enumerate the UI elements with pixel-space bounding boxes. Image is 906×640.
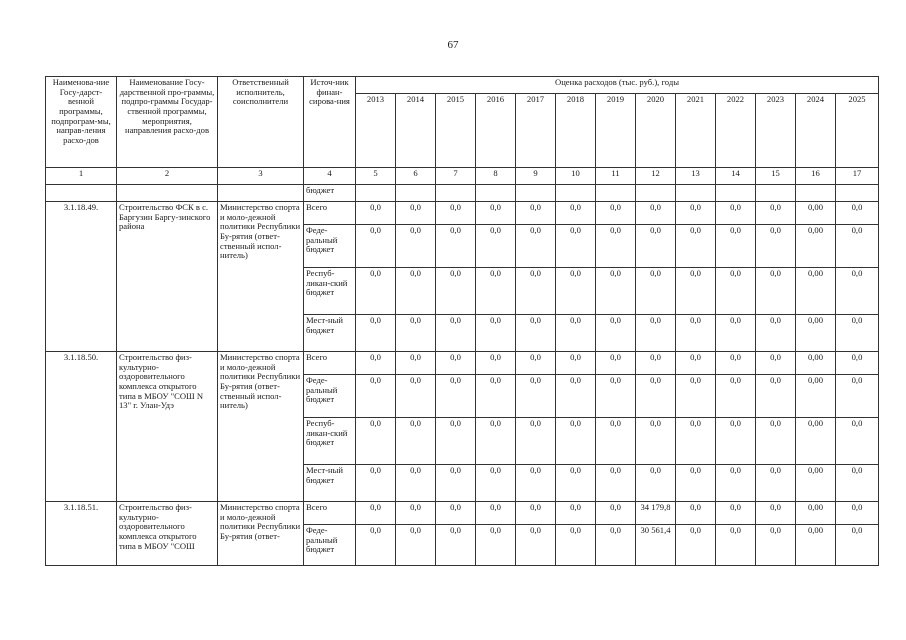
continued-value	[436, 185, 476, 202]
year-value: 0,0	[756, 418, 796, 465]
year-value: 0,0	[436, 465, 476, 502]
measure-executor: Министерство спорта и моло-дежной политики Республики Бу-рятия (ответ-	[218, 502, 304, 566]
year-value: 0,0	[436, 525, 476, 566]
index-row	[46, 168, 879, 185]
year-value: 0,00	[796, 375, 836, 418]
year-value: 0,0	[596, 352, 636, 375]
continued-value	[556, 185, 596, 202]
year-value: 0,0	[396, 315, 436, 352]
table-row	[46, 502, 879, 525]
year-value: 0,0	[396, 268, 436, 315]
year-value: 0,0	[836, 525, 879, 566]
column-index: 10	[556, 168, 596, 185]
year-value: 0,0	[436, 268, 476, 315]
year-value: 0,0	[836, 418, 879, 465]
year-value: 0,0	[716, 315, 756, 352]
year-value: 0,0	[556, 465, 596, 502]
continued-source: бюджет	[304, 185, 356, 202]
continued-value	[796, 185, 836, 202]
year-value: 0,0	[516, 315, 556, 352]
table-body	[46, 77, 879, 566]
header-year: 2025	[836, 94, 879, 168]
funding-source: Феде-ральный бюджет	[304, 375, 356, 418]
year-value: 0,0	[516, 525, 556, 566]
year-value: 0,0	[716, 202, 756, 225]
year-value: 0,0	[436, 502, 476, 525]
year-value: 0,0	[676, 418, 716, 465]
year-value: 0,0	[596, 315, 636, 352]
year-value: 0,0	[596, 225, 636, 268]
year-value: 0,0	[756, 375, 796, 418]
year-value: 0,0	[636, 268, 676, 315]
year-value: 0,0	[756, 502, 796, 525]
year-value: 0,0	[476, 315, 516, 352]
header-measure-name: Наименование Госу-дарственной про-граммы, подпро-граммы Государ-ственной программы, мероприятия, направления расхо-дов	[117, 77, 218, 168]
year-value: 0,0	[396, 465, 436, 502]
year-value: 0,0	[636, 315, 676, 352]
year-value: 0,0	[436, 315, 476, 352]
measure-code: 3.1.18.49.	[46, 202, 117, 352]
year-value: 0,00	[796, 202, 836, 225]
year-value: 0,0	[636, 375, 676, 418]
year-value: 0,0	[436, 352, 476, 375]
year-value: 0,0	[676, 268, 716, 315]
year-value: 0,0	[676, 352, 716, 375]
year-value: 0,00	[796, 502, 836, 525]
measure-name: Строительство физ-культурно-оздоровительного комплекса открытого типа в МБОУ "СОШ	[117, 502, 218, 566]
measure-code: 3.1.18.51.	[46, 502, 117, 566]
year-value: 0,0	[516, 465, 556, 502]
measure-executor: Министерство спорта и моло-дежной политики Республики Бу-рятия (ответ-ственный испол-нитель)	[218, 202, 304, 352]
year-value: 0,00	[796, 225, 836, 268]
year-value: 0,0	[476, 502, 516, 525]
year-value: 0,00	[796, 525, 836, 566]
year-value: 0,0	[716, 225, 756, 268]
header-executor: Ответственный исполнитель, соисполнители	[218, 77, 304, 168]
year-value: 0,0	[476, 375, 516, 418]
year-value: 0,0	[516, 375, 556, 418]
year-value: 0,0	[836, 465, 879, 502]
continued-value	[516, 185, 556, 202]
year-value: 0,0	[836, 225, 879, 268]
header-year: 2020	[636, 94, 676, 168]
year-value: 0,0	[436, 225, 476, 268]
measure-code: 3.1.18.50.	[46, 352, 117, 502]
header-year: 2015	[436, 94, 476, 168]
year-value: 0,0	[636, 418, 676, 465]
year-value: 0,0	[516, 502, 556, 525]
year-value: 0,0	[836, 268, 879, 315]
year-value: 0,0	[716, 502, 756, 525]
year-value: 0,0	[356, 418, 396, 465]
header-cost-estimate: Оценка расходов (тыс. руб.), годы	[356, 77, 879, 94]
year-value: 0,0	[356, 315, 396, 352]
header-year: 2017	[516, 94, 556, 168]
year-value: 0,0	[356, 225, 396, 268]
year-value: 0,00	[796, 352, 836, 375]
header-funding-source: Источ-ник финан-сирова-ния	[304, 77, 356, 168]
year-value: 0,0	[356, 202, 396, 225]
year-value: 0,00	[796, 268, 836, 315]
column-index: 2	[117, 168, 218, 185]
column-index: 8	[476, 168, 516, 185]
year-value: 0,0	[596, 375, 636, 418]
year-value: 0,0	[556, 315, 596, 352]
header-year: 2024	[796, 94, 836, 168]
year-value: 0,0	[636, 465, 676, 502]
column-index: 5	[356, 168, 396, 185]
year-value: 0,0	[356, 502, 396, 525]
column-index: 11	[596, 168, 636, 185]
year-value: 0,0	[396, 525, 436, 566]
year-value: 0,0	[356, 465, 396, 502]
year-value: 0,0	[516, 268, 556, 315]
continued-value	[716, 185, 756, 202]
page-number: 67	[447, 39, 459, 51]
year-value: 0,0	[476, 268, 516, 315]
year-value: 0,0	[476, 465, 516, 502]
year-value: 0,0	[476, 418, 516, 465]
year-value: 0,0	[596, 268, 636, 315]
year-value: 0,0	[676, 525, 716, 566]
funding-source: Феде-ральный бюджет	[304, 525, 356, 566]
funding-source: Респуб-ликан-ский бюджет	[304, 418, 356, 465]
year-value: 0,0	[836, 202, 879, 225]
year-value: 0,0	[556, 502, 596, 525]
year-value: 0,0	[756, 315, 796, 352]
column-index: 13	[676, 168, 716, 185]
column-index: 1	[46, 168, 117, 185]
header-year: 2021	[676, 94, 716, 168]
year-value: 0,0	[716, 268, 756, 315]
continued-value	[836, 185, 879, 202]
year-value: 0,0	[556, 268, 596, 315]
year-value: 0,0	[396, 225, 436, 268]
column-index: 17	[836, 168, 879, 185]
continued-value	[636, 185, 676, 202]
year-value: 0,0	[596, 418, 636, 465]
year-value: 0,0	[756, 202, 796, 225]
continued-value	[756, 185, 796, 202]
year-value: 0,0	[556, 202, 596, 225]
year-value: 0,0	[716, 375, 756, 418]
year-value: 0,0	[436, 202, 476, 225]
column-index: 7	[436, 168, 476, 185]
year-value: 0,0	[636, 352, 676, 375]
year-value: 0,0	[476, 352, 516, 375]
header-year: 2016	[476, 94, 516, 168]
column-index: 12	[636, 168, 676, 185]
year-value: 0,0	[556, 525, 596, 566]
continued-executor	[218, 185, 304, 202]
year-value: 0,0	[516, 418, 556, 465]
column-index: 9	[516, 168, 556, 185]
header-year: 2019	[596, 94, 636, 168]
header-year: 2018	[556, 94, 596, 168]
continued-code	[46, 185, 117, 202]
year-value: 0,0	[436, 418, 476, 465]
funding-source: Всего	[304, 502, 356, 525]
column-index: 16	[796, 168, 836, 185]
header-year: 2023	[756, 94, 796, 168]
year-value: 0,0	[636, 202, 676, 225]
year-value: 0,0	[356, 375, 396, 418]
year-value: 0,0	[516, 202, 556, 225]
year-value: 0,0	[516, 225, 556, 268]
year-value: 34 179,8	[636, 502, 676, 525]
column-index: 15	[756, 168, 796, 185]
year-value: 0,0	[596, 202, 636, 225]
year-value: 0,0	[596, 502, 636, 525]
year-value: 0,0	[756, 225, 796, 268]
header-year: 2013	[356, 94, 396, 168]
measure-executor: Министерство спорта и моло-дежной политики Республики Бу-рятия (ответ-ственный испол-нитель)	[218, 352, 304, 502]
year-value: 0,0	[596, 465, 636, 502]
year-value: 0,0	[716, 465, 756, 502]
year-value: 0,0	[476, 202, 516, 225]
year-value: 30 561,4	[636, 525, 676, 566]
year-value: 0,0	[836, 502, 879, 525]
year-value: 0,0	[356, 525, 396, 566]
year-value: 0,0	[836, 315, 879, 352]
funding-source: Феде-ральный бюджет	[304, 225, 356, 268]
year-value: 0,0	[676, 225, 716, 268]
year-value: 0,0	[556, 418, 596, 465]
year-value: 0,0	[356, 352, 396, 375]
continued-value	[676, 185, 716, 202]
column-index: 4	[304, 168, 356, 185]
header-program-name: Наименова-ние Госу-дарст-венной программы, подпрограм-мы, направ-ления расхо-дов	[46, 77, 117, 168]
year-value: 0,0	[556, 375, 596, 418]
column-index: 3	[218, 168, 304, 185]
year-value: 0,0	[716, 352, 756, 375]
year-value: 0,00	[796, 418, 836, 465]
header-row	[46, 77, 879, 94]
year-value: 0,0	[716, 418, 756, 465]
continued-value	[356, 185, 396, 202]
funding-source: Всего	[304, 202, 356, 225]
year-value: 0,0	[756, 352, 796, 375]
year-value: 0,0	[396, 502, 436, 525]
measure-name: Строительство физ-культурно-оздоровительного комплекса открытого типа в МБОУ "СОШ N 13" г. Улан-Удэ	[117, 352, 218, 502]
year-value: 0,0	[436, 375, 476, 418]
continued-value	[396, 185, 436, 202]
year-value: 0,0	[676, 502, 716, 525]
year-value: 0,0	[556, 225, 596, 268]
continued-value	[476, 185, 516, 202]
year-value: 0,0	[676, 315, 716, 352]
measure-name: Строительство ФСК в с. Баргузин Баргу-зинского района	[117, 202, 218, 352]
year-value: 0,0	[836, 375, 879, 418]
year-value: 0,00	[796, 465, 836, 502]
year-value: 0,0	[476, 525, 516, 566]
funding-source: Мест-ный бюджет	[304, 465, 356, 502]
year-value: 0,00	[796, 315, 836, 352]
header-year: 2022	[716, 94, 756, 168]
column-index: 6	[396, 168, 436, 185]
year-value: 0,0	[756, 268, 796, 315]
year-value: 0,0	[756, 525, 796, 566]
continued-row	[46, 185, 879, 202]
year-value: 0,0	[636, 225, 676, 268]
funding-source: Всего	[304, 352, 356, 375]
year-value: 0,0	[356, 268, 396, 315]
funding-source: Респуб-ликан-ский бюджет	[304, 268, 356, 315]
table-row	[46, 202, 879, 225]
funding-source: Мест-ный бюджет	[304, 315, 356, 352]
year-value: 0,0	[716, 525, 756, 566]
expenditure-table	[45, 76, 879, 566]
year-value: 0,0	[756, 465, 796, 502]
column-index: 14	[716, 168, 756, 185]
year-value: 0,0	[396, 352, 436, 375]
year-value: 0,0	[676, 375, 716, 418]
year-value: 0,0	[596, 525, 636, 566]
table-row	[46, 352, 879, 375]
year-value: 0,0	[676, 202, 716, 225]
year-value: 0,0	[556, 352, 596, 375]
year-value: 0,0	[516, 352, 556, 375]
year-value: 0,0	[396, 375, 436, 418]
year-value: 0,0	[396, 202, 436, 225]
continued-value	[596, 185, 636, 202]
year-value: 0,0	[476, 225, 516, 268]
year-value: 0,0	[836, 352, 879, 375]
year-value: 0,0	[396, 418, 436, 465]
continued-name	[117, 185, 218, 202]
header-year: 2014	[396, 94, 436, 168]
year-value: 0,0	[676, 465, 716, 502]
